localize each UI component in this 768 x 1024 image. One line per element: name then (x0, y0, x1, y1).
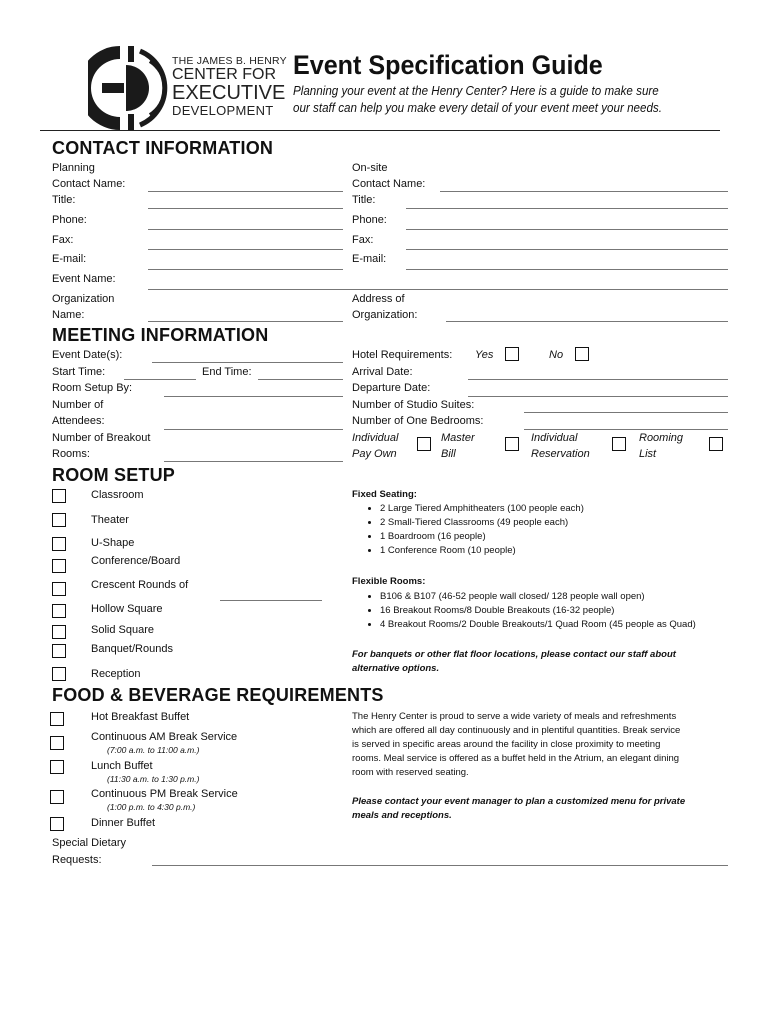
individual-reservation-label-2: Reservation (531, 448, 590, 460)
planning-label: Planning (52, 162, 95, 174)
onsite-email-field[interactable] (406, 269, 728, 270)
list-item: • 1 Boardroom (16 people) (380, 530, 726, 544)
paragraph-line: which are offered all day continuously and in plentiful quantities. Break service (352, 725, 681, 736)
one-bedrooms-field[interactable] (524, 429, 728, 430)
dinner-buffet-checkbox[interactable] (50, 817, 64, 831)
individual-reservation-label: Individual (531, 432, 578, 444)
classroom-checkbox[interactable] (52, 489, 66, 503)
master-bill-checkbox[interactable] (505, 437, 519, 451)
menu-contact-line-2: meals and receptions. (352, 810, 452, 821)
attendees-field[interactable] (164, 429, 343, 430)
reception-label: Reception (91, 668, 141, 680)
address-field[interactable] (446, 321, 728, 322)
onsite-label: On-site (352, 162, 388, 174)
flexible-rooms-heading: Flexible Rooms: (352, 576, 426, 587)
event-dates-label: Event Date(s): (52, 349, 123, 361)
event-name-field[interactable] (148, 289, 728, 290)
individual-reservation-checkbox[interactable] (612, 437, 626, 451)
hotel-requirements-label: Hotel Requirements: (352, 349, 453, 361)
banquet-rounds-checkbox[interactable] (52, 644, 66, 658)
contact-heading: CONTACT INFORMATION (52, 138, 274, 158)
room-setup-heading: ROOM SETUP (52, 465, 176, 485)
lunch-buffet-checkbox[interactable] (50, 760, 64, 774)
henry-center-logo-icon (88, 43, 168, 133)
hotel-yes-checkbox[interactable] (505, 347, 519, 361)
special-dietary-field[interactable] (152, 865, 728, 866)
paragraph-line: rooms. Meal service is offered as a buffet held in the Atrium, an elegant dining (352, 753, 680, 764)
list-item: • 1 Conference Room (10 people) (380, 544, 726, 558)
am-break-label: Continuous AM Break Service (91, 731, 238, 743)
logo-text (172, 55, 290, 118)
list-item: • 2 Large Tiered Amphitheaters (100 people each) (380, 502, 726, 516)
conference-board-checkbox[interactable] (52, 559, 66, 573)
crescent-rounds-label: Crescent Rounds of (91, 579, 189, 591)
classroom-label: Classroom (91, 489, 144, 501)
start-time-label: Start Time: (52, 366, 106, 378)
subtitle-line-2: our staff can help you make every detail of your event meet your needs. (293, 101, 662, 115)
theater-checkbox[interactable] (52, 513, 66, 527)
pm-break-checkbox[interactable] (50, 790, 64, 804)
hot-breakfast-label: Hot Breakfast Buffet (91, 711, 190, 723)
banquet-note-line-2: alternative options. (352, 663, 440, 674)
arrival-date-field[interactable] (468, 379, 728, 380)
rooming-list-label: Rooming (639, 432, 684, 444)
onsite-title-label: Title: (352, 194, 376, 206)
email-field[interactable] (148, 269, 343, 270)
one-bedrooms-label: Number of One Bedrooms: (352, 415, 484, 427)
crescent-rounds-checkbox[interactable] (52, 582, 66, 596)
paragraph-line: The Henry Center is proud to serve a wide variety of meals and refreshments (352, 711, 677, 722)
solid-square-checkbox[interactable] (52, 625, 66, 639)
phone-label: Phone: (52, 214, 87, 226)
hollow-square-checkbox[interactable] (52, 604, 66, 618)
rooming-list-label-2: List (639, 448, 657, 460)
onsite-contact-name-label: Contact Name: (352, 178, 426, 190)
onsite-fax-field[interactable] (406, 249, 728, 250)
logo-line-3: EXECUTIVE (172, 82, 286, 104)
u-shape-checkbox[interactable] (52, 537, 66, 551)
master-bill-label: Master (441, 432, 475, 444)
arrival-date-label: Arrival Date: (352, 366, 413, 378)
fax-label: Fax: (52, 234, 74, 246)
room-setup-by-field[interactable] (164, 396, 343, 397)
onsite-phone-field[interactable] (406, 229, 728, 230)
attendees-label-2: Attendees: (52, 415, 105, 427)
fixed-seating-heading: Fixed Seating: (352, 489, 417, 500)
fixed-seating-list (356, 502, 726, 558)
contact-name-label: Contact Name: (52, 178, 126, 190)
organization-name-field[interactable] (148, 321, 343, 322)
start-time-field[interactable] (124, 379, 196, 380)
meeting-heading: MEETING INFORMATION (52, 325, 269, 345)
flexible-rooms-list (356, 590, 736, 632)
departure-date-field[interactable] (468, 396, 728, 397)
banquet-rounds-label: Banquet/Rounds (91, 643, 173, 655)
hot-breakfast-checkbox[interactable] (50, 712, 64, 726)
fax-field[interactable] (148, 249, 343, 250)
individual-pay-own-checkbox[interactable] (417, 437, 431, 451)
event-name-label: Event Name: (52, 273, 116, 285)
special-dietary-label-2: Requests: (52, 854, 102, 866)
attendees-label: Number of (52, 399, 104, 411)
food-paragraph (352, 710, 732, 780)
breakout-label: Number of Breakout (52, 432, 151, 444)
banquet-note-line-1: For banquets or other flat floor locations, please contact our staff about (352, 649, 676, 660)
end-time-label: End Time: (202, 366, 252, 378)
onsite-phone-label: Phone: (352, 214, 387, 226)
theater-label: Theater (91, 514, 129, 526)
list-item: • 16 Breakout Rooms/8 Double Breakouts (16-32 people) (380, 604, 736, 618)
hotel-yes-label: Yes (475, 349, 494, 361)
title-label: Title: (52, 194, 76, 206)
departure-date-label: Departure Date: (352, 382, 431, 394)
pm-break-label: Continuous PM Break Service (91, 788, 238, 800)
studio-suites-label: Number of Studio Suites: (352, 399, 475, 411)
food-beverage-heading: FOOD & BEVERAGE REQUIREMENTS (52, 685, 384, 705)
organization-label: Organization (52, 293, 115, 305)
onsite-contact-name-field[interactable] (440, 191, 728, 192)
address-label: Address of (352, 293, 405, 305)
dinner-buffet-label: Dinner Buffet (91, 817, 156, 829)
lunch-buffet-time: (11:30 a.m. to 1:30 p.m.) (107, 774, 200, 784)
master-bill-label-2: Bill (441, 448, 456, 460)
reception-checkbox[interactable] (52, 667, 66, 681)
studio-suites-field[interactable] (524, 412, 728, 413)
hollow-square-label: Hollow Square (91, 603, 163, 615)
subtitle-line-1: Planning your event at the Henry Center? Here is a guide to make sure (293, 84, 659, 98)
page-title: Event Specification Guide (293, 50, 603, 80)
end-time-field[interactable] (258, 379, 343, 380)
conference-board-label: Conference/Board (91, 555, 181, 567)
list-item: • 4 Breakout Rooms/2 Double Breakouts/1 Quad Room (45 people as Quad) (380, 618, 736, 632)
organization-name-label: Name: (52, 309, 85, 321)
special-dietary-label: Special Dietary (52, 837, 126, 849)
onsite-title-field[interactable] (406, 208, 728, 209)
room-setup-by-label: Room Setup By: (52, 382, 133, 394)
phone-field[interactable] (148, 229, 343, 230)
hotel-no-label: No (549, 349, 564, 361)
hotel-no-checkbox[interactable] (575, 347, 589, 361)
onsite-email-label: E-mail: (352, 253, 387, 265)
rooming-list-checkbox[interactable] (709, 437, 723, 451)
event-dates-field[interactable] (152, 362, 343, 363)
lunch-buffet-label: Lunch Buffet (91, 760, 153, 772)
pm-break-time: (1:00 p.m. to 4:30 p.m.) (107, 802, 196, 812)
paragraph-line: room with reserved seating. (352, 767, 469, 778)
crescent-rounds-field[interactable] (220, 600, 322, 601)
logo-line-4: DEVELOPMENT (172, 103, 274, 118)
am-break-checkbox[interactable] (50, 736, 64, 750)
logo-line-2: CENTER FOR (172, 66, 276, 83)
header-divider (40, 130, 720, 131)
u-shape-label: U-Shape (91, 537, 135, 549)
menu-contact-line-1: Please contact your event manager to plan a customized menu for private (352, 796, 686, 807)
logo-line-1: THE JAMES B. HENRY (172, 55, 287, 67)
solid-square-label: Solid Square (91, 624, 154, 636)
am-break-time: (7:00 a.m. to 11:00 a.m.) (107, 745, 200, 755)
list-item: • 2 Small-Tiered Classrooms (49 people each) (380, 516, 726, 530)
paragraph-line: is served in specific areas around the facility in close proximity to meeting (352, 739, 661, 750)
breakout-label-2: Rooms: (52, 448, 90, 460)
title-field[interactable] (148, 208, 343, 209)
address-organization-label: Organization: (352, 309, 418, 321)
breakout-rooms-field[interactable] (164, 461, 343, 462)
list-item: • B106 & B107 (46-52 people wall closed/ 128 people wall open) (380, 590, 736, 604)
email-label: E-mail: (52, 253, 87, 265)
individual-pay-own-label-2: Pay Own (352, 448, 397, 460)
planning-contact-name-field[interactable] (148, 191, 343, 192)
onsite-fax-label: Fax: (352, 234, 374, 246)
individual-pay-own-label: Individual (352, 432, 399, 444)
